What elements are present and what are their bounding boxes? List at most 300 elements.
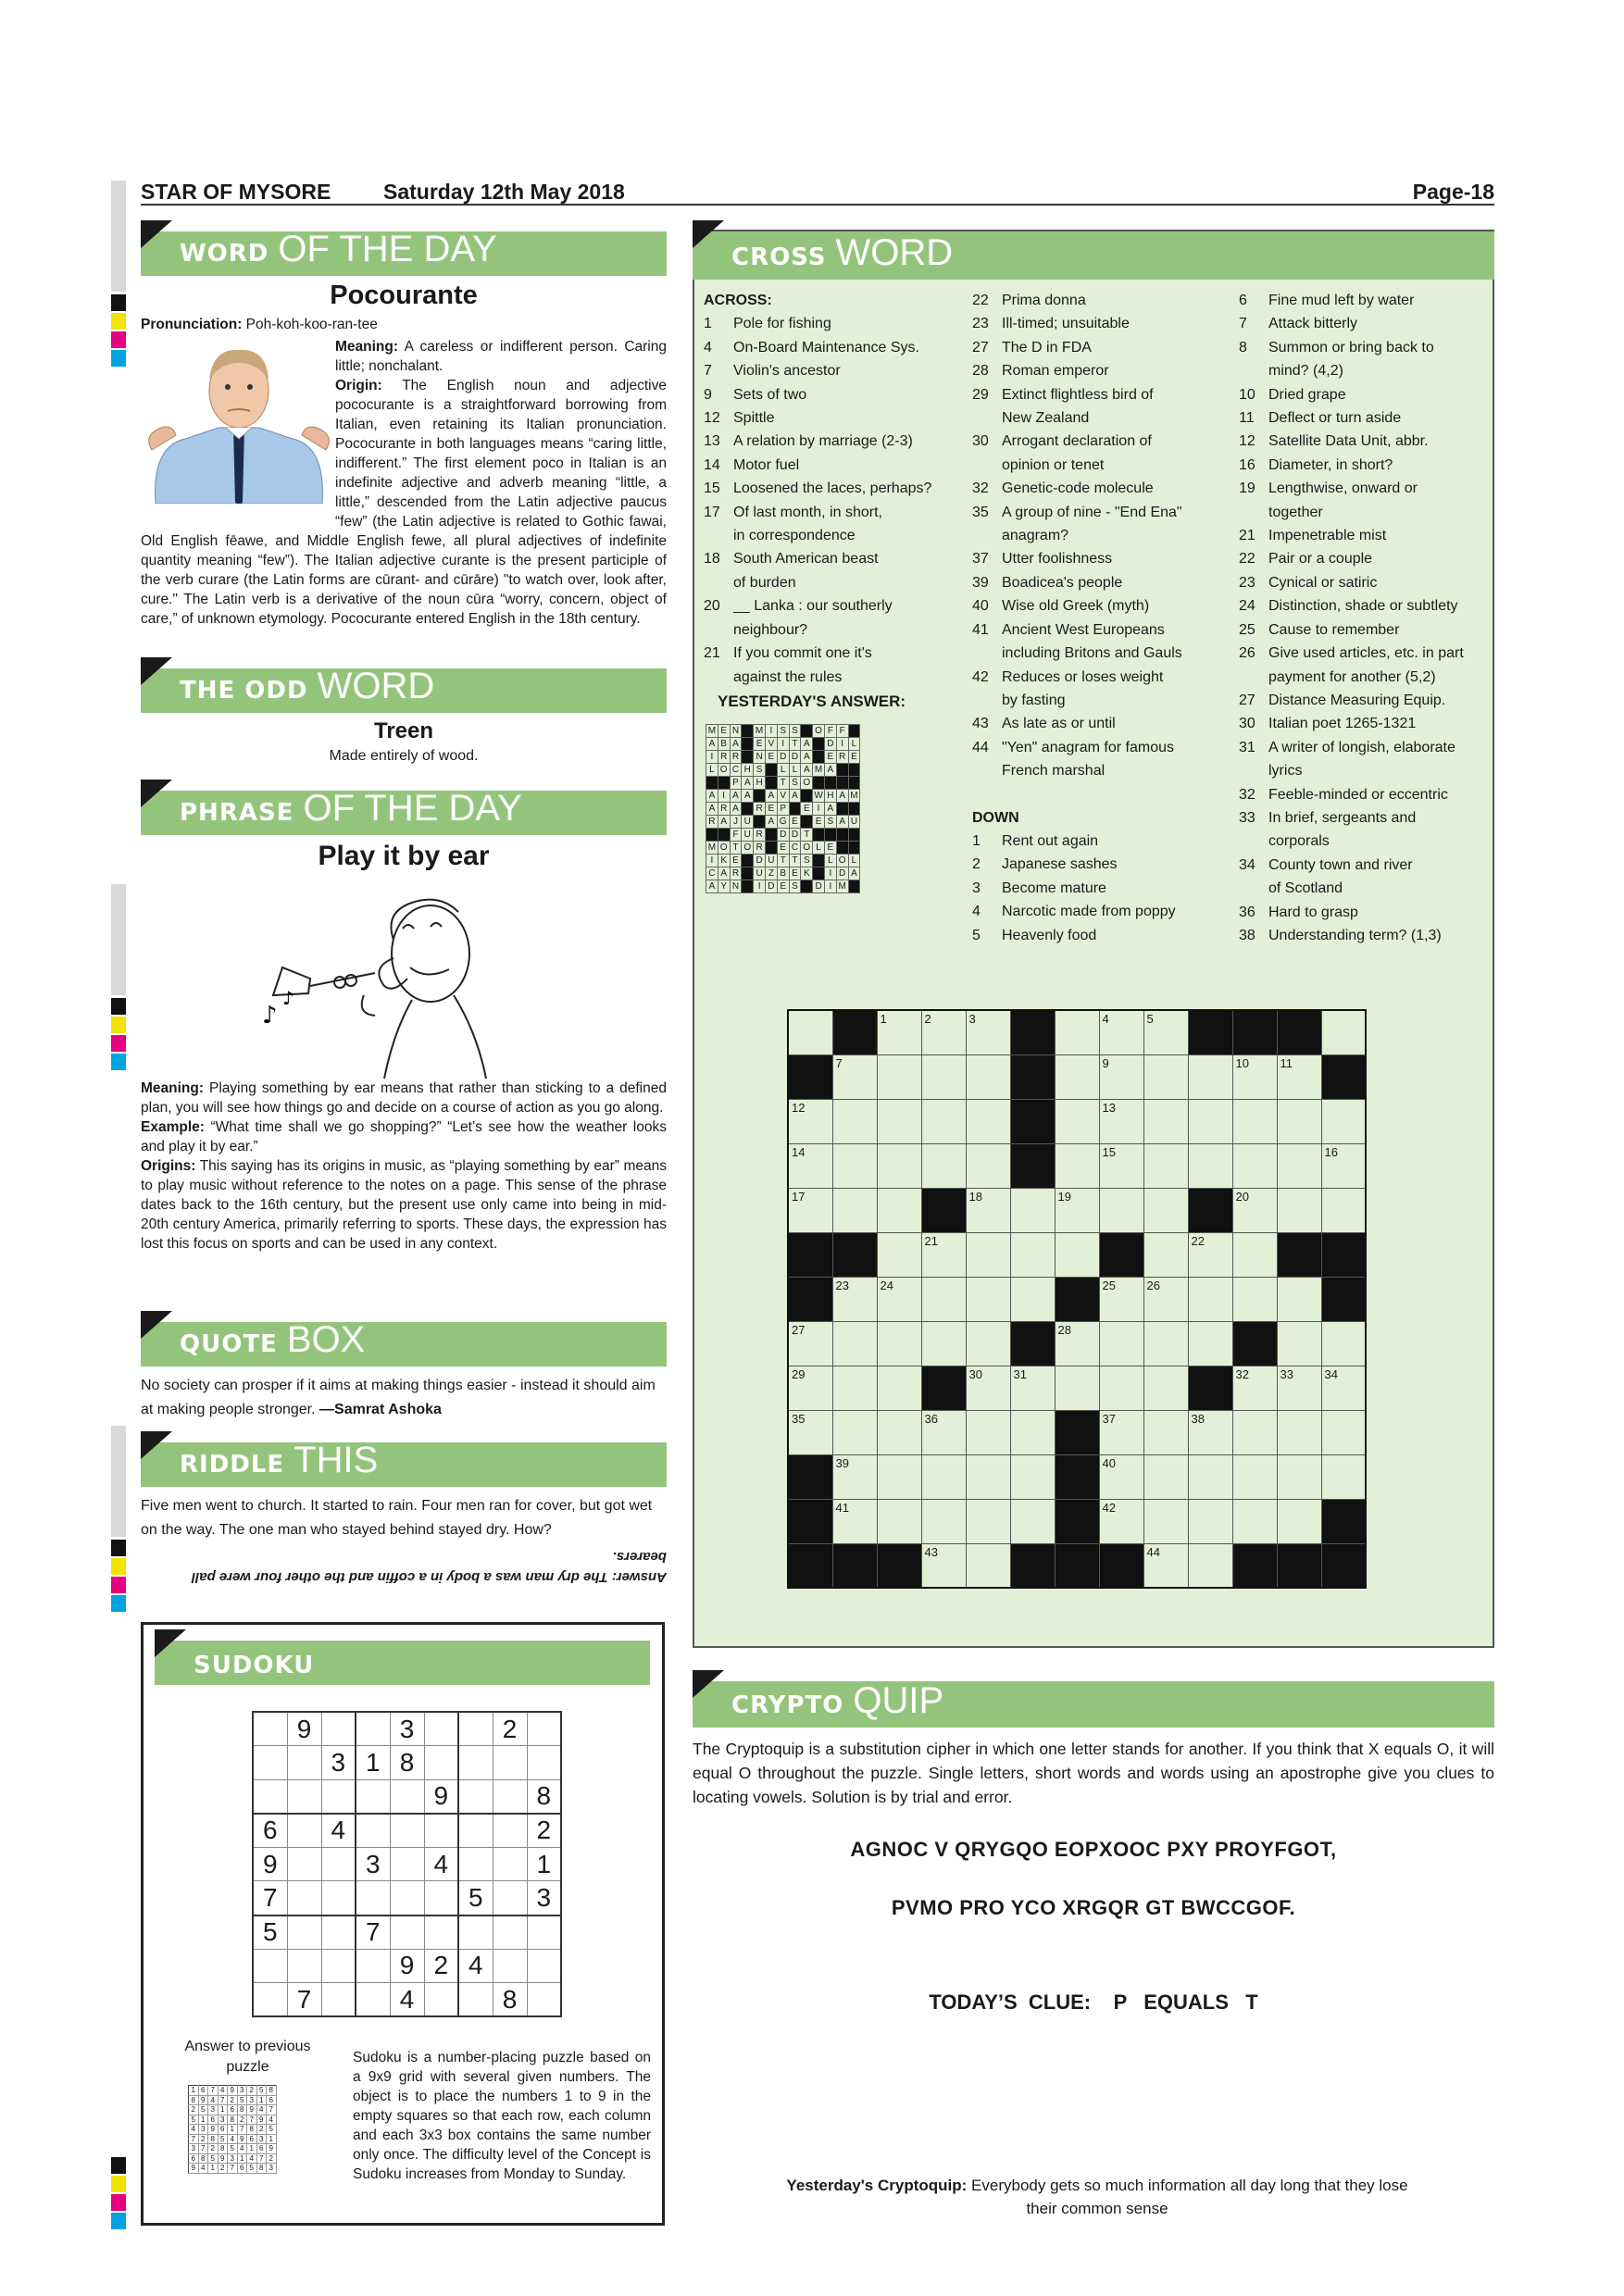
band-title-light: WORD [317, 666, 435, 706]
answer-cell: R [836, 751, 848, 764]
crossword-cell[interactable] [1143, 1054, 1188, 1099]
cell-number: 40 [1102, 1455, 1116, 1470]
crossword-cell[interactable] [1010, 1410, 1055, 1454]
previous-sudoku-cell: 1 [198, 2115, 208, 2125]
crossword-cell[interactable] [1010, 1499, 1055, 1543]
clue-row [972, 712, 1241, 735]
previous-sudoku-cell: 8 [189, 2095, 199, 2105]
clue-row [972, 830, 1241, 853]
crossword-cell[interactable] [832, 1321, 877, 1366]
sudoku-cell[interactable] [458, 1915, 493, 1950]
sudoku-cell[interactable] [424, 1915, 458, 1950]
crossword-cell[interactable] [1277, 1454, 1321, 1499]
crossword-cell[interactable] [877, 1366, 921, 1410]
crossword-cell[interactable] [921, 1099, 966, 1143]
crossword-cell[interactable] [832, 1366, 877, 1410]
answer-cell: I [824, 867, 836, 880]
origin-text: The English noun and adjective pococurante is a straightforward borrowing from Italian, even retaining its Italian pronunciation. Pococurante in both languages means “caring little, indifferent.” The first element poco in Italian is an indefinite adjective and adverb meaning “little, a little,” descended from the Latin adjective paucus “few” (the Latin adjective is related to Gothic fawai, Old English fēawe, and Middle English fewe, all plural adjectives of indefinite quantity meaning “few”). The Italian adjective curante is the present participle of the verb curare (the Latin forms are cūrant- and cūrāre) "to watch over, look after, cure." The Latin verb is a derivative of the noun cūra “worry, concern, object of care,” of unknown etymology. Pococurante entered English in the 18th century. [141, 378, 667, 627]
sudoku-cell[interactable] [253, 1949, 287, 1983]
sudoku-cell[interactable] [253, 1779, 287, 1814]
crossword-cell[interactable] [1099, 1277, 1143, 1321]
previous-sudoku-cell: 9 [189, 2164, 199, 2174]
crossword-cell[interactable] [1232, 1366, 1277, 1410]
crossword-cell[interactable] [966, 1232, 1010, 1277]
crossword-cell[interactable] [1188, 1543, 1232, 1588]
sudoku-cell[interactable] [287, 1881, 321, 1915]
crossword-cell[interactable] [966, 1188, 1010, 1232]
clue-text: lyrics [1268, 763, 1303, 780]
answer-black-cell [742, 855, 754, 867]
crossword-cell[interactable] [1055, 1010, 1099, 1054]
clue-row [972, 736, 1241, 759]
answer-cell: A [742, 790, 754, 803]
crossword-cell[interactable] [877, 1054, 921, 1099]
answer-cell: S [824, 816, 836, 829]
crossword-cell[interactable] [1188, 1099, 1232, 1143]
answer-cell: O [801, 777, 813, 790]
crossword-cell[interactable] [1277, 1143, 1321, 1188]
sudoku-cell[interactable] [424, 1814, 458, 1848]
crossword-cell[interactable] [1188, 1410, 1232, 1454]
crossword-cell[interactable] [966, 1277, 1010, 1321]
answer-cell: A [824, 803, 836, 816]
answer-cell: N [754, 751, 766, 764]
sudoku-cell[interactable] [287, 1814, 321, 1848]
clue-row [704, 547, 972, 570]
crossword-cell[interactable] [1055, 1366, 1099, 1410]
crossword-cell[interactable] [921, 1543, 966, 1588]
crossword-cell[interactable] [966, 1010, 1010, 1054]
crossword-cell[interactable] [1143, 1188, 1188, 1232]
crossword-cell[interactable] [966, 1366, 1010, 1410]
sudoku-cell[interactable] [321, 1915, 356, 1950]
answer-black-cell [824, 777, 836, 790]
crossword-cell[interactable] [1277, 1099, 1321, 1143]
clue-number: 16 [1239, 456, 1255, 473]
crossword-cell[interactable] [832, 1454, 877, 1499]
sudoku-cell[interactable] [493, 1746, 527, 1780]
crossword-cell[interactable] [832, 1277, 877, 1321]
crossword-cell[interactable] [1321, 1099, 1366, 1143]
yesterday-cryptoquip-label: Yesterday's Cryptoquip: [786, 2177, 968, 2194]
crossword-cell[interactable] [1099, 1454, 1143, 1499]
crossword-cell[interactable] [832, 1143, 877, 1188]
clue-number: 7 [704, 363, 712, 380]
sudoku-cell[interactable] [493, 1949, 527, 1983]
previous-sudoku-cell: 1 [228, 2125, 238, 2135]
clue-text: of Scotland [1268, 880, 1343, 897]
answer-cell: D [754, 855, 766, 867]
sudoku-cell[interactable] [493, 1915, 527, 1950]
crossword-cell[interactable] [1055, 1321, 1099, 1366]
crossword-cell[interactable] [1232, 1143, 1277, 1188]
crossword-cell[interactable] [921, 1277, 966, 1321]
clue-text: The D in FDA [1002, 339, 1092, 356]
crossword-cell[interactable] [1143, 1454, 1188, 1499]
sudoku-cell[interactable] [287, 1847, 321, 1881]
crossword-cell[interactable] [1188, 1143, 1232, 1188]
across-heading: ACROSS: [704, 293, 772, 308]
crossword-black-cell [1277, 1543, 1321, 1588]
crossword-cell[interactable] [1232, 1232, 1277, 1277]
answer-cell: V [765, 738, 777, 751]
crossword-cell[interactable] [1099, 1410, 1143, 1454]
clue-text: Satellite Data Unit, abbr. [1268, 433, 1429, 450]
sudoku-cell[interactable] [321, 1712, 356, 1746]
crossword-cell[interactable] [788, 1321, 832, 1366]
crossword-cell[interactable] [1099, 1143, 1143, 1188]
crossword-cell[interactable] [788, 1143, 832, 1188]
crossword-cell[interactable] [1010, 1366, 1055, 1410]
sudoku-cell[interactable] [424, 1712, 458, 1746]
riddle-text: Five men went to church. It started to rain. Four men ran for cover, but got wet on the way. The one man who stayed behind stayed dry. How? [141, 1498, 653, 1538]
sudoku-cell[interactable] [253, 1712, 287, 1746]
crossword-cell[interactable] [788, 1010, 832, 1054]
sudoku-cell[interactable] [356, 1779, 390, 1814]
crossword-black-cell [1321, 1499, 1366, 1543]
answer-black-cell [706, 777, 718, 790]
sudoku-cell[interactable] [390, 1915, 424, 1950]
answer-black-cell [742, 725, 754, 738]
crossword-cell[interactable] [1010, 1232, 1055, 1277]
crossword-cell[interactable] [1055, 1099, 1099, 1143]
riddle-answer-upside-down [141, 1546, 667, 1587]
registration-bar [111, 1577, 126, 1593]
crossword-cell[interactable] [1277, 1366, 1321, 1410]
previous-sudoku-cell: 7 [256, 2153, 267, 2164]
crossword-cell[interactable] [877, 1321, 921, 1366]
clue-text: Distance Measuring Equip. [1268, 692, 1446, 708]
cryptoquip-band [693, 1681, 1494, 1728]
clue-text: New Zealand [1002, 410, 1090, 427]
crossword-cell[interactable] [877, 1010, 921, 1054]
crossword-cell[interactable] [1277, 1499, 1321, 1543]
clue-row [972, 359, 1241, 382]
crossword-cell[interactable] [1321, 1321, 1366, 1366]
phrase-body [141, 1079, 667, 1254]
sudoku-cell[interactable] [390, 1779, 424, 1814]
crossword-cell[interactable] [1099, 1321, 1143, 1366]
answer-black-cell [801, 790, 813, 803]
previous-sudoku-cell: 1 [256, 2095, 267, 2105]
crossword-cell[interactable] [832, 1499, 877, 1543]
crossword-cell[interactable] [1188, 1054, 1232, 1099]
crossword-cell[interactable] [1277, 1410, 1321, 1454]
answer-black-cell [801, 816, 813, 829]
answer-black-cell [765, 842, 777, 855]
crossword-cell[interactable] [966, 1454, 1010, 1499]
registration-bar [111, 331, 126, 348]
sudoku-cell[interactable] [287, 1746, 321, 1780]
crossword-cell[interactable] [966, 1410, 1010, 1454]
answer-cell: K [718, 855, 730, 867]
previous-sudoku-cell: 7 [228, 2164, 238, 2174]
sudoku-cell[interactable] [458, 1746, 493, 1780]
crossword-band [693, 231, 1494, 280]
pronunciation-label: Pronunciation: [141, 317, 243, 332]
crossword-cell[interactable] [1188, 1232, 1232, 1277]
answer-cell: S [754, 764, 766, 777]
clue-row [704, 359, 972, 382]
crossword-cell[interactable] [877, 1188, 921, 1232]
answer-cell: A [706, 803, 718, 816]
sudoku-cell[interactable] [253, 1746, 287, 1780]
sudoku-cell[interactable] [356, 1949, 390, 1983]
crossword-cell[interactable] [1143, 1499, 1188, 1543]
crossword-cell[interactable] [1143, 1366, 1188, 1410]
answer-cell: A [801, 764, 813, 777]
sudoku-cell[interactable] [321, 1847, 356, 1881]
sudoku-cell[interactable] [321, 1949, 356, 1983]
sudoku-cell: 9 [287, 1712, 321, 1746]
answer-cell: D [813, 880, 825, 893]
crossword-cell[interactable] [1143, 1410, 1188, 1454]
crossword-cell[interactable] [1232, 1054, 1277, 1099]
meaning-label: Meaning: [335, 339, 399, 355]
crossword-cell[interactable] [1055, 1054, 1099, 1099]
clue-text: Rent out again [1002, 832, 1099, 849]
sudoku-cell[interactable] [321, 1983, 356, 2017]
crossword-cell[interactable] [832, 1188, 877, 1232]
crossword-cell[interactable] [1143, 1321, 1188, 1366]
crossword-cell[interactable] [1232, 1454, 1277, 1499]
crossword-cell[interactable] [832, 1054, 877, 1099]
crossword-cell[interactable] [1321, 1188, 1366, 1232]
answer-cell: W [814, 790, 823, 801]
sudoku-cell[interactable] [321, 1881, 356, 1915]
crossword-cell[interactable] [1099, 1099, 1143, 1143]
sudoku-cell[interactable] [321, 1779, 356, 1814]
clue-row [1239, 571, 1489, 594]
sudoku-cell[interactable] [527, 1983, 561, 2017]
crossword-cell[interactable] [966, 1499, 1010, 1543]
clue-row [972, 454, 1241, 477]
answer-cell: R [754, 803, 766, 816]
sudoku-cell[interactable] [356, 1983, 390, 2017]
crossword-cell[interactable] [921, 1321, 966, 1366]
sudoku-cell[interactable] [287, 1779, 321, 1814]
crossword-cell[interactable] [921, 1143, 966, 1188]
crossword-cell[interactable] [921, 1499, 966, 1543]
crossword-cell[interactable] [877, 1277, 921, 1321]
answer-cell: E [777, 880, 789, 893]
origin-label: Origin: [335, 378, 382, 393]
sudoku-cell[interactable] [424, 1983, 458, 2017]
crossword-cell[interactable] [1055, 1232, 1099, 1277]
clue-text: Violin's ancestor [733, 363, 841, 380]
clue-row [1239, 289, 1489, 312]
sudoku-grid[interactable] [252, 1711, 562, 2017]
clue-row [972, 666, 1241, 689]
crossword-cell[interactable] [832, 1099, 877, 1143]
crossword-cell[interactable] [1232, 1277, 1277, 1321]
answer-cell: O [718, 842, 730, 855]
crossword-cell[interactable] [966, 1054, 1010, 1099]
clue-row [704, 336, 972, 359]
sudoku-cell[interactable] [458, 1983, 493, 2017]
crossword-cell[interactable] [1232, 1188, 1277, 1232]
sudoku-cell[interactable] [527, 1746, 561, 1780]
crossword-cell[interactable] [877, 1454, 921, 1499]
clue-text: Sets of two [733, 386, 807, 403]
crossword-cell[interactable] [1321, 1454, 1366, 1499]
sudoku-cell[interactable] [493, 1847, 527, 1881]
sudoku-cell[interactable] [493, 1881, 527, 1915]
answer-cell: E [789, 816, 801, 829]
answer-cell: N [730, 880, 742, 893]
clue-number: 7 [1239, 316, 1247, 332]
clue-text: payment for another (5,2) [1268, 668, 1436, 685]
sudoku-cell: 8 [527, 1779, 561, 1814]
crossword-cell[interactable] [1143, 1143, 1188, 1188]
crossword-cell[interactable] [1099, 1499, 1143, 1543]
cell-number: 35 [792, 1411, 806, 1426]
crossword-cell[interactable] [1010, 1188, 1055, 1232]
clue-row [1239, 924, 1489, 947]
sudoku-cell[interactable] [390, 1847, 424, 1881]
clue-number: 31 [1239, 739, 1255, 755]
svg-text:♪: ♪ [262, 1002, 278, 1029]
clue-number: 25 [1239, 621, 1255, 638]
crossword-cell[interactable] [1143, 1277, 1188, 1321]
sudoku-cell[interactable] [390, 1814, 424, 1848]
crossword-cell[interactable] [788, 1410, 832, 1454]
crossword-cell[interactable] [921, 1010, 966, 1054]
answer-black-cell [824, 829, 836, 842]
answer-cell: A [718, 816, 730, 829]
clue-row [1239, 901, 1489, 924]
clue-number: 24 [1239, 598, 1255, 615]
crossword-cell[interactable] [1277, 1277, 1321, 1321]
crossword-cell[interactable] [1188, 1277, 1232, 1321]
crossword-cell[interactable] [788, 1099, 832, 1143]
sudoku-cell[interactable] [458, 1779, 493, 1814]
crossword-cell[interactable] [1055, 1188, 1099, 1232]
sudoku-cell[interactable] [527, 1915, 561, 1950]
crossword-cell[interactable] [788, 1366, 832, 1410]
crossword-black-cell [1055, 1454, 1099, 1499]
crossword-cell[interactable] [1277, 1321, 1321, 1366]
crossword-black-cell [1099, 1543, 1143, 1588]
sudoku-cell: 2 [527, 1814, 561, 1848]
sudoku-cell[interactable] [356, 1814, 390, 1848]
answer-cell: M [706, 725, 718, 738]
crossword-cell[interactable] [1010, 1277, 1055, 1321]
clue-row [1239, 783, 1489, 806]
crossword-black-cell [1321, 1232, 1366, 1277]
sudoku-cell: 6 [253, 1814, 287, 1848]
crossword-cell[interactable] [1232, 1099, 1277, 1143]
crossword-cell[interactable] [877, 1143, 921, 1188]
cell-number: 43 [924, 1544, 938, 1559]
crossword-cell[interactable] [966, 1543, 1010, 1588]
crossword-cell[interactable] [1099, 1054, 1143, 1099]
clue-row [1239, 618, 1489, 642]
clue-text: In brief, sergeants and [1268, 809, 1417, 826]
crossword-cell[interactable] [921, 1410, 966, 1454]
sudoku-cell[interactable] [493, 1814, 527, 1848]
clue-row [972, 406, 1241, 430]
crossword-cell[interactable] [1188, 1499, 1232, 1543]
crossword-cell[interactable] [1143, 1232, 1188, 1277]
crossword-black-cell [921, 1366, 966, 1410]
sudoku-cell[interactable] [287, 1915, 321, 1950]
sudoku-cell[interactable] [458, 1847, 493, 1881]
crossword-cell[interactable] [1188, 1454, 1232, 1499]
crossword-grid[interactable] [787, 1009, 1367, 1589]
crossword-cell[interactable] [1277, 1054, 1321, 1099]
crossword-cell[interactable] [1143, 1099, 1188, 1143]
answer-cell: I [706, 855, 718, 867]
previous-sudoku-cell: 9 [256, 2115, 267, 2125]
sudoku-cell[interactable] [527, 1949, 561, 1983]
answer-cell: A [765, 816, 777, 829]
crossword-cell[interactable] [1055, 1143, 1099, 1188]
answer-cell: I [813, 803, 825, 816]
sudoku-cell[interactable] [287, 1949, 321, 1983]
crossword-cell[interactable] [877, 1232, 921, 1277]
previous-sudoku-cell: 4 [237, 2144, 247, 2154]
previous-sudoku-cell: 4 [267, 2115, 277, 2125]
crossword-cell[interactable] [1232, 1499, 1277, 1543]
sudoku-cell[interactable] [356, 1712, 390, 1746]
previous-sudoku-cell: 3 [256, 2134, 267, 2144]
crossword-cell[interactable] [1099, 1366, 1143, 1410]
crossword-cell[interactable] [788, 1188, 832, 1232]
crossword-cell[interactable] [1321, 1143, 1366, 1188]
crossword-cell[interactable] [1143, 1010, 1188, 1054]
sudoku-cell[interactable] [253, 1983, 287, 2017]
previous-sudoku-cell: 5 [267, 2125, 277, 2135]
crossword-cell[interactable] [1099, 1188, 1143, 1232]
crossword-cell[interactable] [1010, 1454, 1055, 1499]
crossword-cell[interactable] [877, 1410, 921, 1454]
crossword-cell[interactable] [1232, 1410, 1277, 1454]
phrase-origins-label: Origins: [141, 1158, 196, 1174]
crossword-cell[interactable] [921, 1232, 966, 1277]
crossword-cell[interactable] [832, 1410, 877, 1454]
crossword-cell[interactable] [1099, 1010, 1143, 1054]
crossword-cell[interactable] [1321, 1366, 1366, 1410]
crossword-cell[interactable] [966, 1099, 1010, 1143]
sudoku-cell: 8 [493, 1983, 527, 2017]
sudoku-cell[interactable] [458, 1814, 493, 1848]
crossword-cell[interactable] [921, 1054, 966, 1099]
crossword-black-cell [1099, 1232, 1143, 1277]
sudoku-cell[interactable] [390, 1881, 424, 1915]
answer-black-cell [836, 803, 848, 816]
crossword-cell[interactable] [966, 1321, 1010, 1366]
crossword-cell[interactable] [877, 1099, 921, 1143]
crossword-cell[interactable] [1321, 1010, 1366, 1054]
answer-cell: M [848, 790, 860, 803]
clue-row [1239, 454, 1489, 477]
sudoku-cell[interactable] [493, 1779, 527, 1814]
crossword-cell[interactable] [966, 1143, 1010, 1188]
sudoku-cell[interactable] [424, 1881, 458, 1915]
crossword-cell[interactable] [921, 1454, 966, 1499]
sudoku-cell[interactable] [458, 1712, 493, 1746]
crossword-cell[interactable] [1277, 1188, 1321, 1232]
crossword-cell[interactable] [877, 1499, 921, 1543]
crossword-cell[interactable] [1321, 1410, 1366, 1454]
crossword-cell[interactable] [1143, 1543, 1188, 1588]
cell-number: 20 [1235, 1189, 1249, 1204]
sudoku-cell[interactable] [424, 1746, 458, 1780]
sudoku-cell[interactable] [356, 1881, 390, 1915]
crossword-cell[interactable] [1188, 1321, 1232, 1366]
sudoku-cell[interactable] [527, 1712, 561, 1746]
